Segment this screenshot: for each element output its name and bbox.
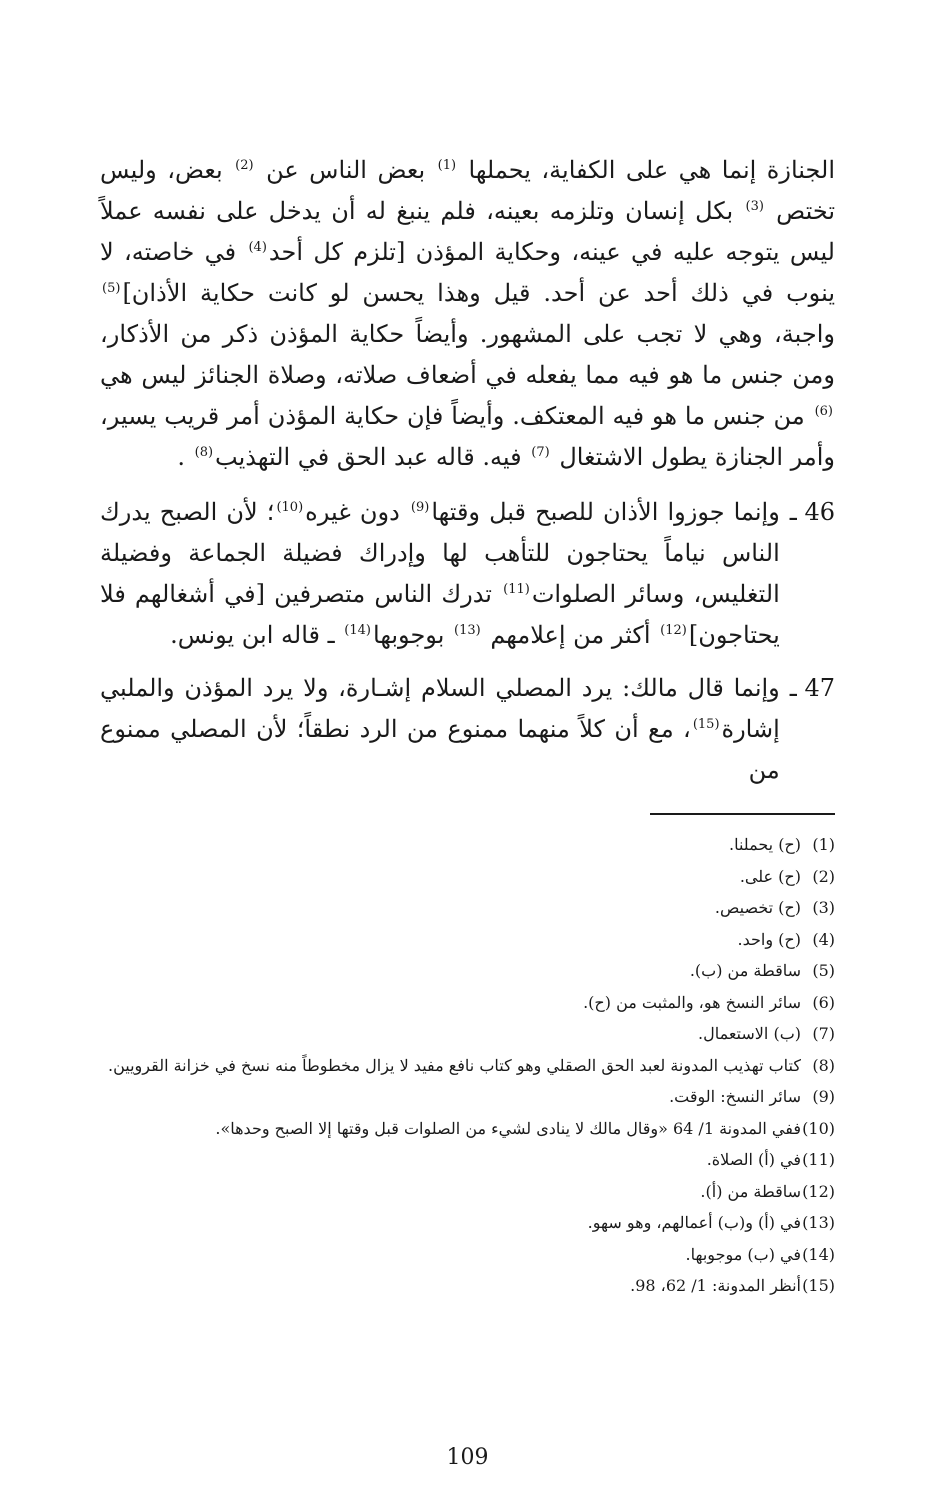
footnote-item xyxy=(100,1144,835,1176)
footnote-ref: (15) xyxy=(692,717,720,732)
footnote-ref: (3) xyxy=(745,199,764,214)
footnotes xyxy=(100,829,835,1302)
footnote-item xyxy=(100,924,835,956)
footnote-item xyxy=(100,1081,835,1113)
footnote-item xyxy=(100,892,835,924)
text-run: أكثر من إعلامهم xyxy=(482,621,659,649)
footnote-text: سائر النسخ: الوقت. xyxy=(669,1087,801,1106)
text-run: ـ قاله ابن يونس. xyxy=(170,621,343,649)
footnote-number: (1) xyxy=(812,835,835,854)
footnote-number: (10) xyxy=(802,1118,835,1138)
footnote-item xyxy=(100,1239,835,1271)
page-content xyxy=(100,150,835,1470)
footnote-text: في (أ) الصلاة. xyxy=(706,1150,801,1169)
paragraph-body xyxy=(100,492,780,656)
page-number: 109 xyxy=(446,1445,489,1470)
footnote-item xyxy=(100,829,835,861)
footnote-number: (2) xyxy=(812,866,835,886)
text-run: بوجوبها xyxy=(373,621,452,649)
footnote-item xyxy=(100,1018,835,1050)
footnote-ref: (2) xyxy=(235,158,254,173)
footnote-text: سائر النسخ هو، والمثبت من (ح). xyxy=(583,992,801,1012)
footnote-number: (7) xyxy=(812,1024,835,1043)
text-run: دون غيره xyxy=(305,498,409,526)
text-run: بعض الناس عن xyxy=(255,156,436,184)
footnote-ref: (8) xyxy=(194,445,214,460)
footnote-text: (ح) يحملنا. xyxy=(728,835,801,854)
footnote-item xyxy=(100,1176,835,1208)
footnote-divider xyxy=(650,813,835,815)
footnote-ref: (4) xyxy=(248,240,267,255)
numbered-paragraph-47 xyxy=(100,668,835,791)
footnote-number: (15) xyxy=(802,1276,835,1295)
numbered-paragraph-46 xyxy=(100,492,835,656)
text-run: من جنس ما هو فيه المعتكف. وأيضاً فإن حكاية المؤذن أمر قريب يسير، وأمر الجنازة يطول الاشتغال xyxy=(100,402,835,471)
footnote-number: (11) xyxy=(802,1150,835,1169)
footnote-ref: (5) xyxy=(102,281,121,296)
footnote-number: (3) xyxy=(812,898,835,917)
footnote-ref: (12) xyxy=(660,623,687,638)
footnote-item xyxy=(100,1207,835,1239)
footnote-item xyxy=(100,987,835,1019)
paragraph-number: 46 ـ xyxy=(789,498,835,526)
footnote-number: (13) xyxy=(802,1213,835,1232)
footnote-text: (ح) واحد. xyxy=(737,929,801,949)
footnote-text: ففي المدونة 1/ 64 «وقال مالك لا ينادى لشيء من الصلوات قبل وقتها إلا الصبح وحدها». xyxy=(215,1118,801,1138)
footnote-text: أنظر المدونة: 1/ 62، 98. xyxy=(630,1276,801,1295)
footnote-number: (8) xyxy=(812,1055,835,1075)
footnote-ref: (10) xyxy=(276,500,304,515)
footnote-item xyxy=(100,1113,835,1145)
text-run: واجبة، وهي لا تجب على المشهور. وأيضاً حكاية المؤذن ذكر من الأذكار، ومن جنس ما هو فيه مما يفعله في أضعاف صلاته، وصلاة الجنائز ليس هي xyxy=(100,320,835,389)
footnote-number: (5) xyxy=(812,961,835,980)
footnote-text: في (أ) و(ب) أعمالهم، وهو سهو. xyxy=(587,1213,801,1232)
text-run: الجنازة إنما هي على الكفاية، يحملها xyxy=(458,156,836,184)
text-run: بكل إنسان وتلزمه بعينه، فلم ينبغ له أن يدخل على نفسه عملاً ليس يتوجه عليه في عينه، وحكاية المؤذن [تلزم كل أحد xyxy=(100,197,835,266)
footnote-number: (6) xyxy=(812,992,835,1012)
footnote-item xyxy=(100,1050,835,1082)
footnote-item xyxy=(100,1270,835,1302)
footnote-number: (12) xyxy=(802,1181,835,1201)
footnote-ref: (14) xyxy=(344,623,371,638)
text-run: ؛ لأن الصبح يدرك الناس نياماً يحتاجون للتأهب لها وإدراك فضيلة الجماعة وفضيلة التغليس، وسائر الصلوات xyxy=(100,498,780,608)
footnote-ref: (9) xyxy=(410,500,430,515)
text-run: وإنما جوزوا الأذان للصبح قبل وقتها xyxy=(431,498,780,526)
footnote-number: (4) xyxy=(812,929,835,949)
footnote-text: (ح) على. xyxy=(739,866,801,886)
text-run: . xyxy=(177,443,193,471)
footnote-text: كتاب تهذيب المدونة لعبد الحق الصقلي وهو كتاب نافع مفيد لا يزال مخطوطاً منه نسخ في خزانة القرويين. xyxy=(108,1055,801,1075)
footnote-text: (ح) تخصيص. xyxy=(714,898,801,917)
footnote-ref: (6) xyxy=(814,404,833,419)
footnote-number: (9) xyxy=(812,1087,835,1106)
footnote-item xyxy=(100,861,835,893)
text-run: تدرك الناس متصرفين [في أشغالهم فلا يحتاجون] xyxy=(100,580,780,649)
footnote-text: في (ب) موجوبها. xyxy=(685,1244,801,1264)
paragraph-body xyxy=(100,668,780,791)
text-run: وإنما قال مالك: يرد المصلي السلام إشـارة، ولا يرد المؤذن والملبي إشارة xyxy=(100,674,780,743)
footnote-text: (ب) الاستعمال. xyxy=(698,1024,801,1043)
footnote-ref: (1) xyxy=(437,158,457,173)
footnote-ref: (11) xyxy=(503,582,530,597)
paragraph-number: 47 ـ xyxy=(789,674,835,702)
text-run: في خاصته، لا ينوب في ذلك أحد عن أحد. قيل وهذا يحسن لو كانت حكاية الأذان] xyxy=(100,238,835,307)
footnote-text: ساقطة من (ب). xyxy=(689,961,801,980)
text-run: فيه. قاله عبد الحق في التهذيب xyxy=(215,443,530,471)
footnote-ref: (7) xyxy=(531,445,550,460)
footnote-item xyxy=(100,955,835,987)
paragraph-continuation xyxy=(100,150,835,478)
footnote-ref: (13) xyxy=(454,623,481,638)
text-run: بعض، وليس تختص xyxy=(100,156,836,225)
footnote-number: (14) xyxy=(802,1244,835,1264)
footnote-text: ساقطة من (أ). xyxy=(700,1181,801,1201)
text-run: ، مع أن كلاً منهما ممنوع من الرد نطقاً؛ لأن المصلي ممنوع من xyxy=(100,715,780,784)
